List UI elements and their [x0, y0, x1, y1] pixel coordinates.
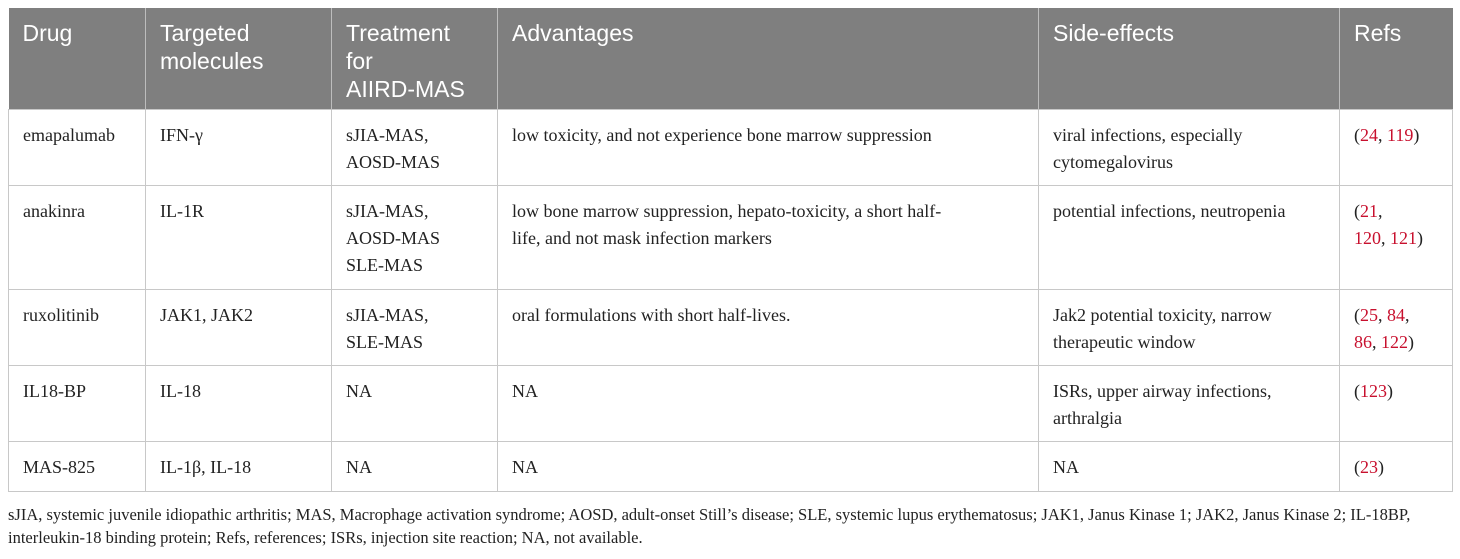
- header-treatment-line-3: AIIRD-MAS: [346, 76, 465, 102]
- table-row: [9, 290, 1453, 366]
- cell-advantages: [498, 186, 1039, 290]
- reference-link[interactable]: 25: [1360, 305, 1378, 325]
- cell-targeted-molecules: IL-18: [146, 366, 332, 442]
- treatment-line: SLE-MAS: [346, 332, 424, 352]
- treatment-line: sJIA-MAS,: [346, 125, 429, 145]
- header-side-effects: Side-effects: [1039, 8, 1340, 110]
- refs-separator: ,: [1378, 125, 1387, 145]
- header-targeted-line-2: molecules: [160, 48, 264, 74]
- cell-advantages: [498, 442, 1039, 492]
- table-row: [9, 110, 1453, 186]
- header-advantages: Advantages: [498, 8, 1039, 110]
- reference-link[interactable]: 120: [1354, 228, 1381, 248]
- refs-close-paren: ): [1378, 457, 1384, 477]
- table-body: [9, 110, 1453, 492]
- treatment-line: AOSD-MAS: [346, 152, 441, 172]
- drug-table-container: [8, 8, 1452, 492]
- reference-link[interactable]: 24: [1360, 125, 1378, 145]
- refs-open-paren: (: [1354, 457, 1360, 477]
- cell-side-effects: [1039, 290, 1340, 366]
- treatment-line: SLE-MAS: [346, 255, 424, 275]
- cell-refs: [1340, 366, 1453, 442]
- cell-refs: [1340, 442, 1453, 492]
- cell-advantages: [498, 366, 1039, 442]
- reference-link[interactable]: 84: [1387, 305, 1405, 325]
- side-effects-line: Jak2 potential toxicity, narrow: [1053, 305, 1272, 325]
- side-effects-line: cytomegalovirus: [1053, 152, 1173, 172]
- refs-line: [1354, 329, 1438, 356]
- cell-treatment: [332, 110, 498, 186]
- cell-targeted-molecules: IFN-γ: [146, 110, 332, 186]
- cell-refs: [1340, 110, 1453, 186]
- header-treatment-line-1: Treatment: [346, 20, 450, 46]
- cell-side-effects: [1039, 110, 1340, 186]
- treatment-line: sJIA-MAS,: [346, 305, 429, 325]
- header-treatment-line-2: for: [346, 48, 373, 74]
- cell-treatment: [332, 366, 498, 442]
- header-targeted-line-1: Targeted: [160, 20, 250, 46]
- treatment-line: AOSD-MAS: [346, 228, 441, 248]
- refs-separator: ,: [1381, 228, 1390, 248]
- drug-table: [8, 8, 1453, 492]
- table-row: [9, 186, 1453, 290]
- refs-close-paren: ): [1417, 228, 1423, 248]
- refs-line: [1354, 454, 1438, 481]
- side-effects-line: NA: [1053, 457, 1079, 477]
- refs-open-paren: (: [1354, 305, 1360, 325]
- reference-link[interactable]: 119: [1387, 125, 1414, 145]
- refs-line: [1354, 302, 1438, 329]
- advantages-line: oral formulations with short half-lives.: [512, 305, 791, 325]
- header-drug: Drug: [9, 8, 146, 110]
- advantages-line: NA: [512, 381, 538, 401]
- reference-link[interactable]: 122: [1381, 332, 1408, 352]
- cell-targeted-molecules: IL-1R: [146, 186, 332, 290]
- cell-drug: ruxolitinib: [9, 290, 146, 366]
- refs-line: [1354, 198, 1438, 225]
- reference-link[interactable]: 86: [1354, 332, 1372, 352]
- refs-close-paren: ): [1387, 381, 1393, 401]
- refs-line: [1354, 225, 1438, 252]
- refs-close-paren: ): [1408, 332, 1414, 352]
- cell-drug: MAS-825: [9, 442, 146, 492]
- refs-separator: ,: [1378, 201, 1383, 221]
- cell-targeted-molecules: IL-1β, IL-18: [146, 442, 332, 492]
- header-row: [9, 8, 1453, 110]
- refs-line: [1354, 378, 1438, 405]
- table-footnote: sJIA, systemic juvenile idiopathic arthritis; MAS, Macrophage activation syndrome; AOSD, adult-onset Still’s disease; SLE, systemic lupus erythematosus; JAK1, Janus Kinase 1; JAK2, Janus Kinase 2; IL-18BP, interleukin-18 binding protein; Refs, references; ISRs, injection site reaction; NA, not available.: [8, 505, 1411, 547]
- reference-link[interactable]: 23: [1360, 457, 1378, 477]
- refs-open-paren: (: [1354, 201, 1360, 221]
- cell-drug: IL18-BP: [9, 366, 146, 442]
- cell-side-effects: [1039, 366, 1340, 442]
- side-effects-line: therapeutic window: [1053, 332, 1196, 352]
- treatment-line: sJIA-MAS,: [346, 201, 429, 221]
- header-refs: Refs: [1340, 8, 1453, 110]
- advantages-line: NA: [512, 457, 538, 477]
- advantages-line: low toxicity, and not experience bone marrow suppression: [512, 125, 932, 145]
- refs-close-paren: ): [1413, 125, 1420, 145]
- header-targeted-molecules: [146, 8, 332, 110]
- advantages-line: life, and not mask infection markers: [512, 228, 772, 248]
- table-row: [9, 366, 1453, 442]
- refs-open-paren: (: [1354, 381, 1360, 401]
- cell-side-effects: [1039, 186, 1340, 290]
- advantages-line: low bone marrow suppression, hepato-toxicity, a short half-: [512, 201, 942, 221]
- refs-open-paren: (: [1354, 125, 1360, 145]
- side-effects-line: arthralgia: [1053, 408, 1122, 428]
- reference-link[interactable]: 123: [1360, 381, 1387, 401]
- side-effects-line: potential infections, neutropenia: [1053, 201, 1286, 221]
- cell-treatment: [332, 290, 498, 366]
- cell-drug: emapalumab: [9, 110, 146, 186]
- cell-refs: [1340, 186, 1453, 290]
- cell-refs: [1340, 290, 1453, 366]
- cell-targeted-molecules: JAK1, JAK2: [146, 290, 332, 366]
- treatment-line: NA: [346, 457, 372, 477]
- cell-side-effects: [1039, 442, 1340, 492]
- cell-drug: anakinra: [9, 186, 146, 290]
- cell-advantages: [498, 290, 1039, 366]
- table-row: [9, 442, 1453, 492]
- reference-link[interactable]: 121: [1390, 228, 1417, 248]
- header-treatment: [332, 8, 498, 110]
- cell-treatment: [332, 186, 498, 290]
- cell-treatment: [332, 442, 498, 492]
- side-effects-line: viral infections, especially: [1053, 125, 1243, 145]
- refs-separator: ,: [1405, 305, 1410, 325]
- refs-separator: ,: [1372, 332, 1381, 352]
- cell-advantages: [498, 110, 1039, 186]
- refs-separator: ,: [1378, 305, 1387, 325]
- reference-link[interactable]: 21: [1360, 201, 1378, 221]
- side-effects-line: ISRs, upper airway infections,: [1053, 381, 1272, 401]
- treatment-line: NA: [346, 381, 372, 401]
- refs-line: [1354, 122, 1438, 149]
